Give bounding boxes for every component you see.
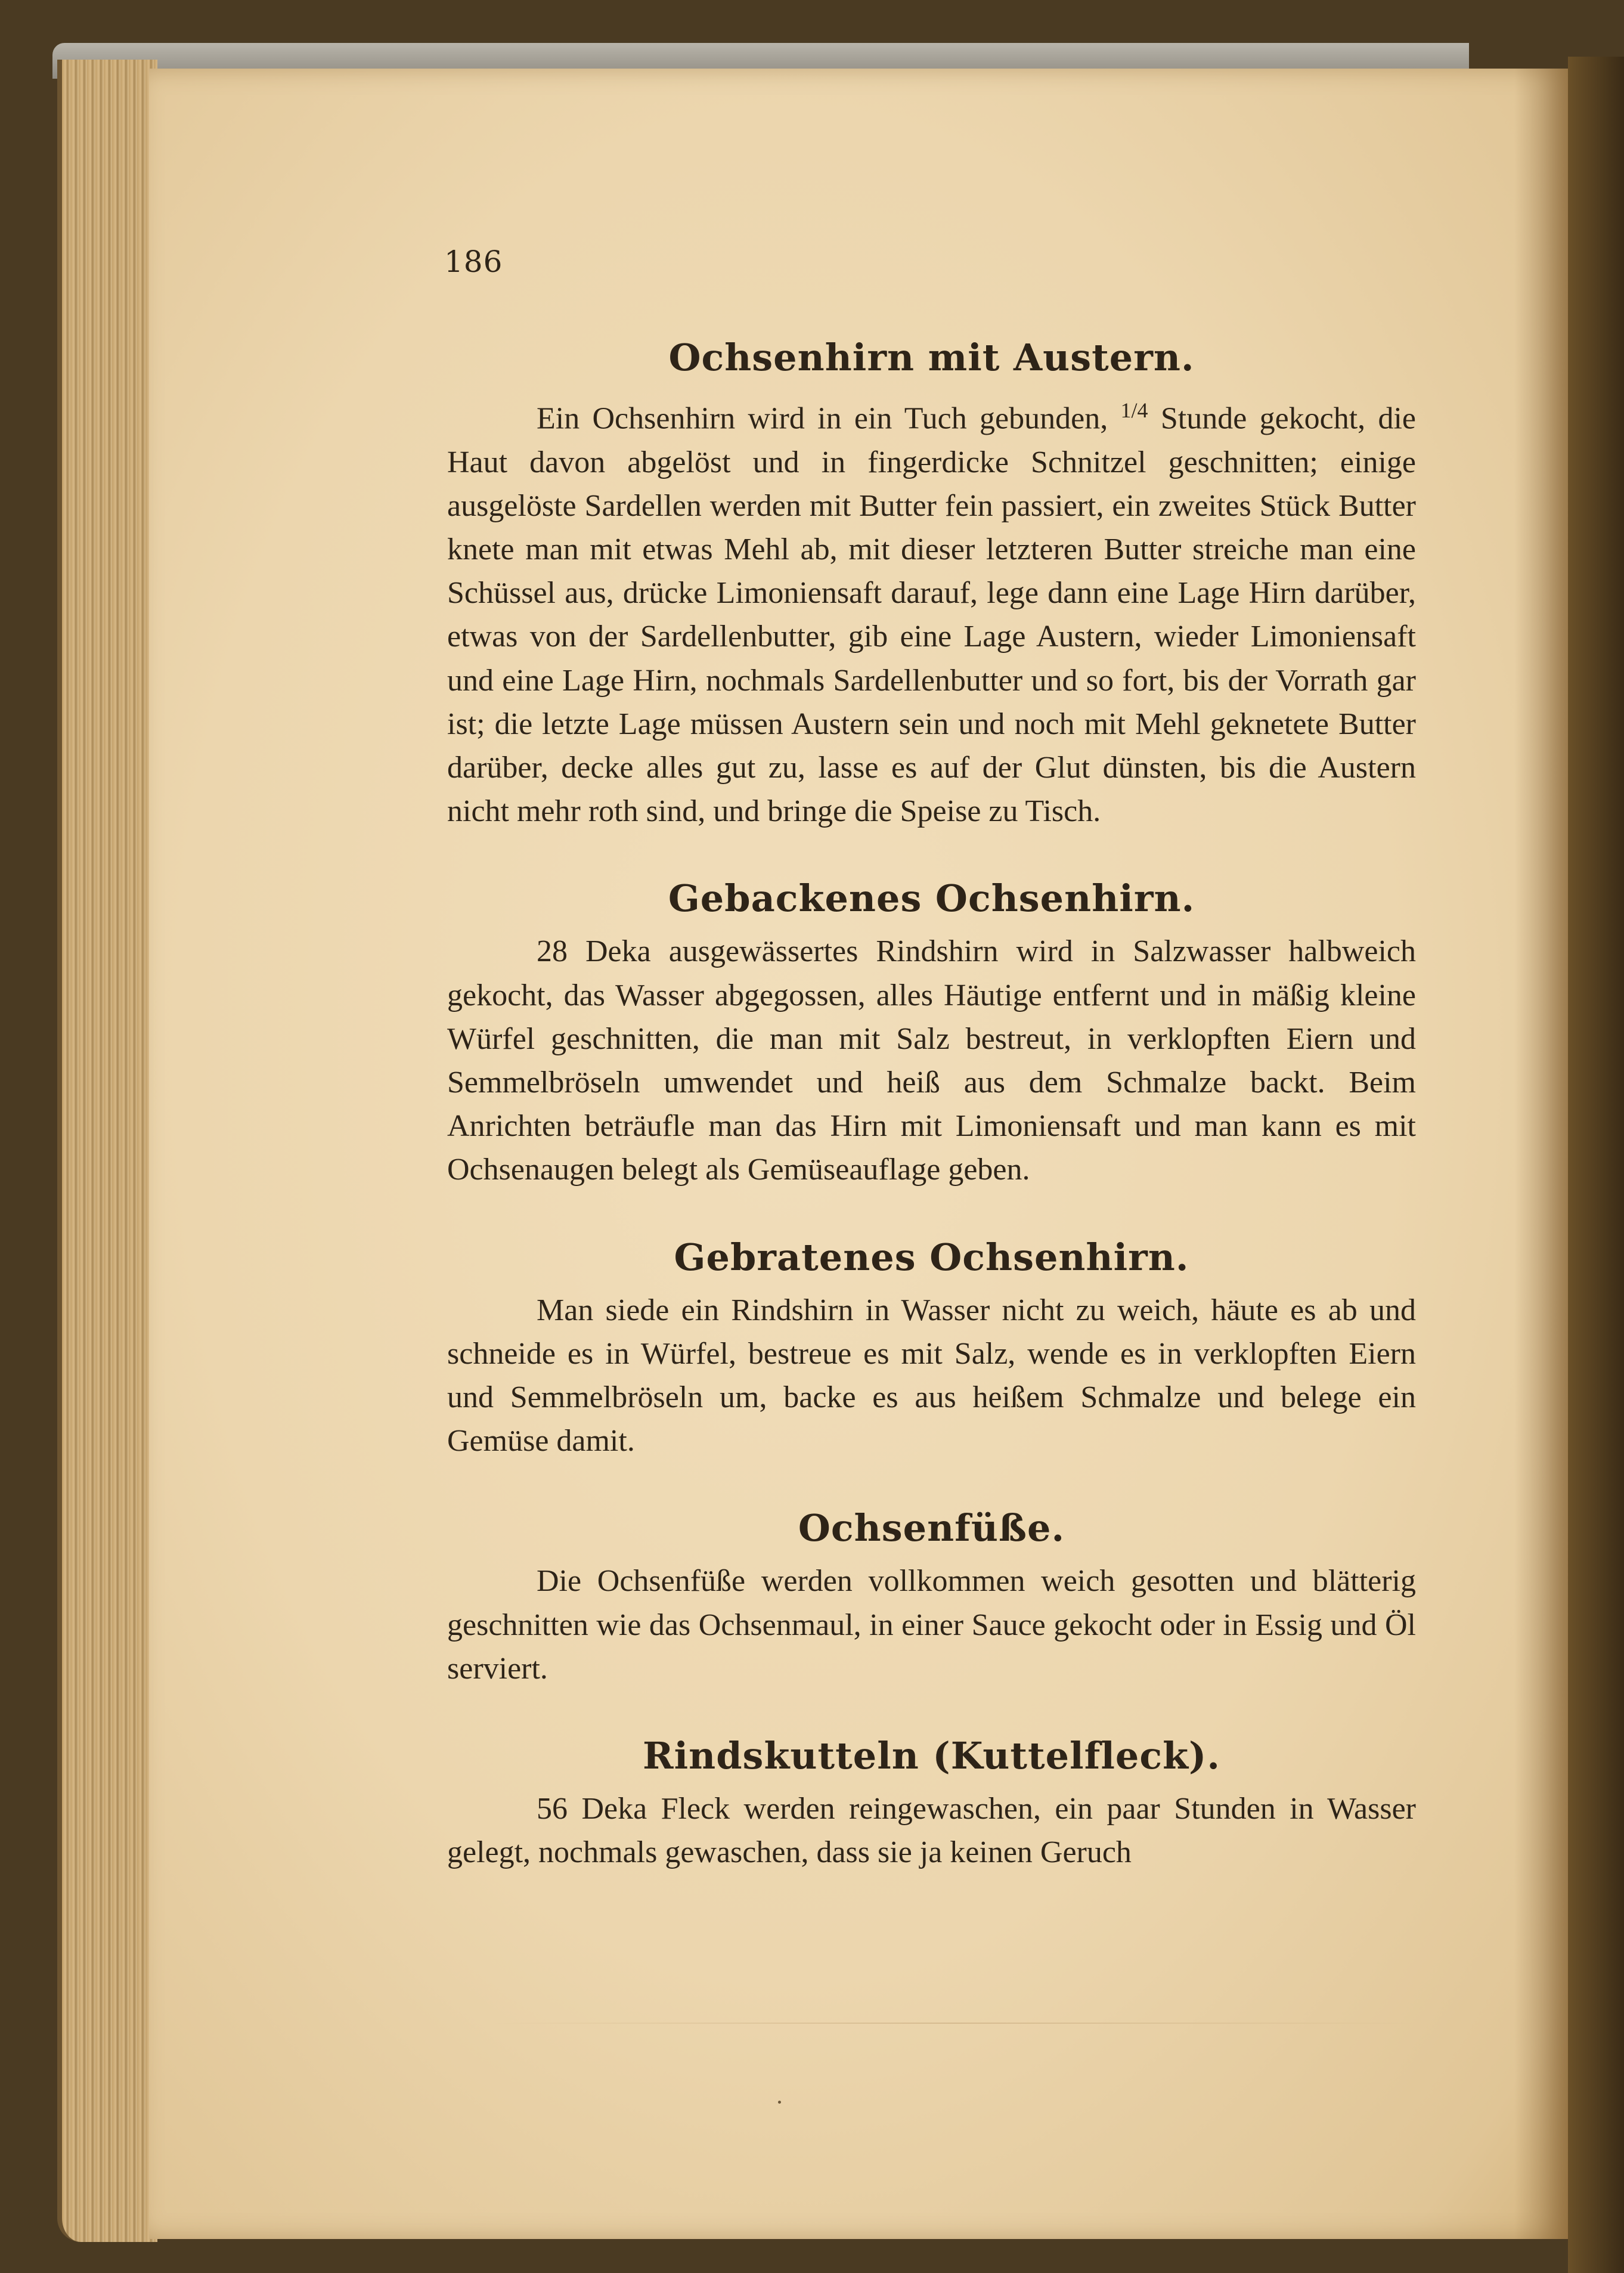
recipe-body-text: Ein Ochsenhirn wird in ein Tuch gebunden,	[537, 401, 1121, 436]
recipe-title: Rindskutteln (Kuttelfleck).	[643, 1734, 1220, 1777]
recipe-title: Gebratenes Ochsenhirn.	[674, 1235, 1189, 1279]
book-spine-shadow	[1568, 57, 1624, 2273]
recipe-body	[447, 389, 1416, 833]
page-content	[447, 239, 1416, 1874]
recipe-title: Gebackenes Ochsenhirn.	[668, 877, 1195, 921]
paper-speck	[778, 2101, 781, 2104]
page-number: 186	[444, 244, 503, 279]
page-gutter-shadow	[1514, 69, 1568, 2239]
recipe-body: 28 Deka ausgewässertes Rindshirn wird in Salzwasser halbweich gekocht, das Wasser abgegossen, alles Häutige entfernt und in mäßig kleine Würfel geschnitten, die man mit Salz bestreut, in verklopften Eiern und Semmelbröseln umwendet und heiß aus dem Schmalze backt. Beim Anrichten beträufle man das Hirn mit Limoniensaft und man kann es mit Ochsenaugen belegt als Gemüseauflage geben.	[447, 934, 1416, 1187]
recipe-body: 56 Deka Fleck werden reingewaschen, ein paar Stunden in Wasser gelegt, nochmals gewaschen, dass sie ja keinen Geruch	[447, 1792, 1416, 1870]
recipe-body: Man siede ein Rindshirn in Wasser nicht zu weich, häute es ab und schneide es in Würfel, bestreue es mit Salz, wende es in verklopften Eiern und Semmelbröseln um, backe es aus heißem Schmalze und belege ein Gemüse damit.	[447, 1293, 1416, 1458]
fraction: 1/4	[1120, 398, 1148, 422]
recipe-title: Ochsenhirn mit Austern.	[668, 336, 1195, 379]
recipe-body: Die Ochsenfüße werden vollkommen weich gesotten und blätterig geschnitten wie das Ochsenmaul, in einer Sauce gekocht oder in Essig und Öl serviert.	[447, 1564, 1416, 1686]
page-edges	[57, 60, 157, 2242]
recipe-body-text: Stunde gekocht, die Haut davon abgelöst und in fingerdicke Schnitzel geschnitten; einige ausgelöste Sardellen werden mit Butter fein passiert, ein zweites Stück Butter knete man mit etwas Mehl ab, mit dieser letzteren Butter streiche man eine Schüssel aus, drücke Limoniensaft darauf, lege dann eine Lage Hirn darüber, etwas von der Sardellenbutter, gib eine Lage Austern, wieder Limoniensaft und eine Lage Hirn, nochmals Sardellenbutter und so fort, bis der Vorrath gar ist; die letzte Lage müssen Austern sein und noch mit Mehl geknetete Butter darüber, decke alles gut zu, lasse es auf der Glut dünsten, bis die Austern nicht mehr roth sind, und bringe die Speise zu Tisch.	[447, 401, 1416, 829]
faint-bleed-line	[489, 2023, 1419, 2024]
recipe-title: Ochsenfüße.	[798, 1506, 1065, 1550]
